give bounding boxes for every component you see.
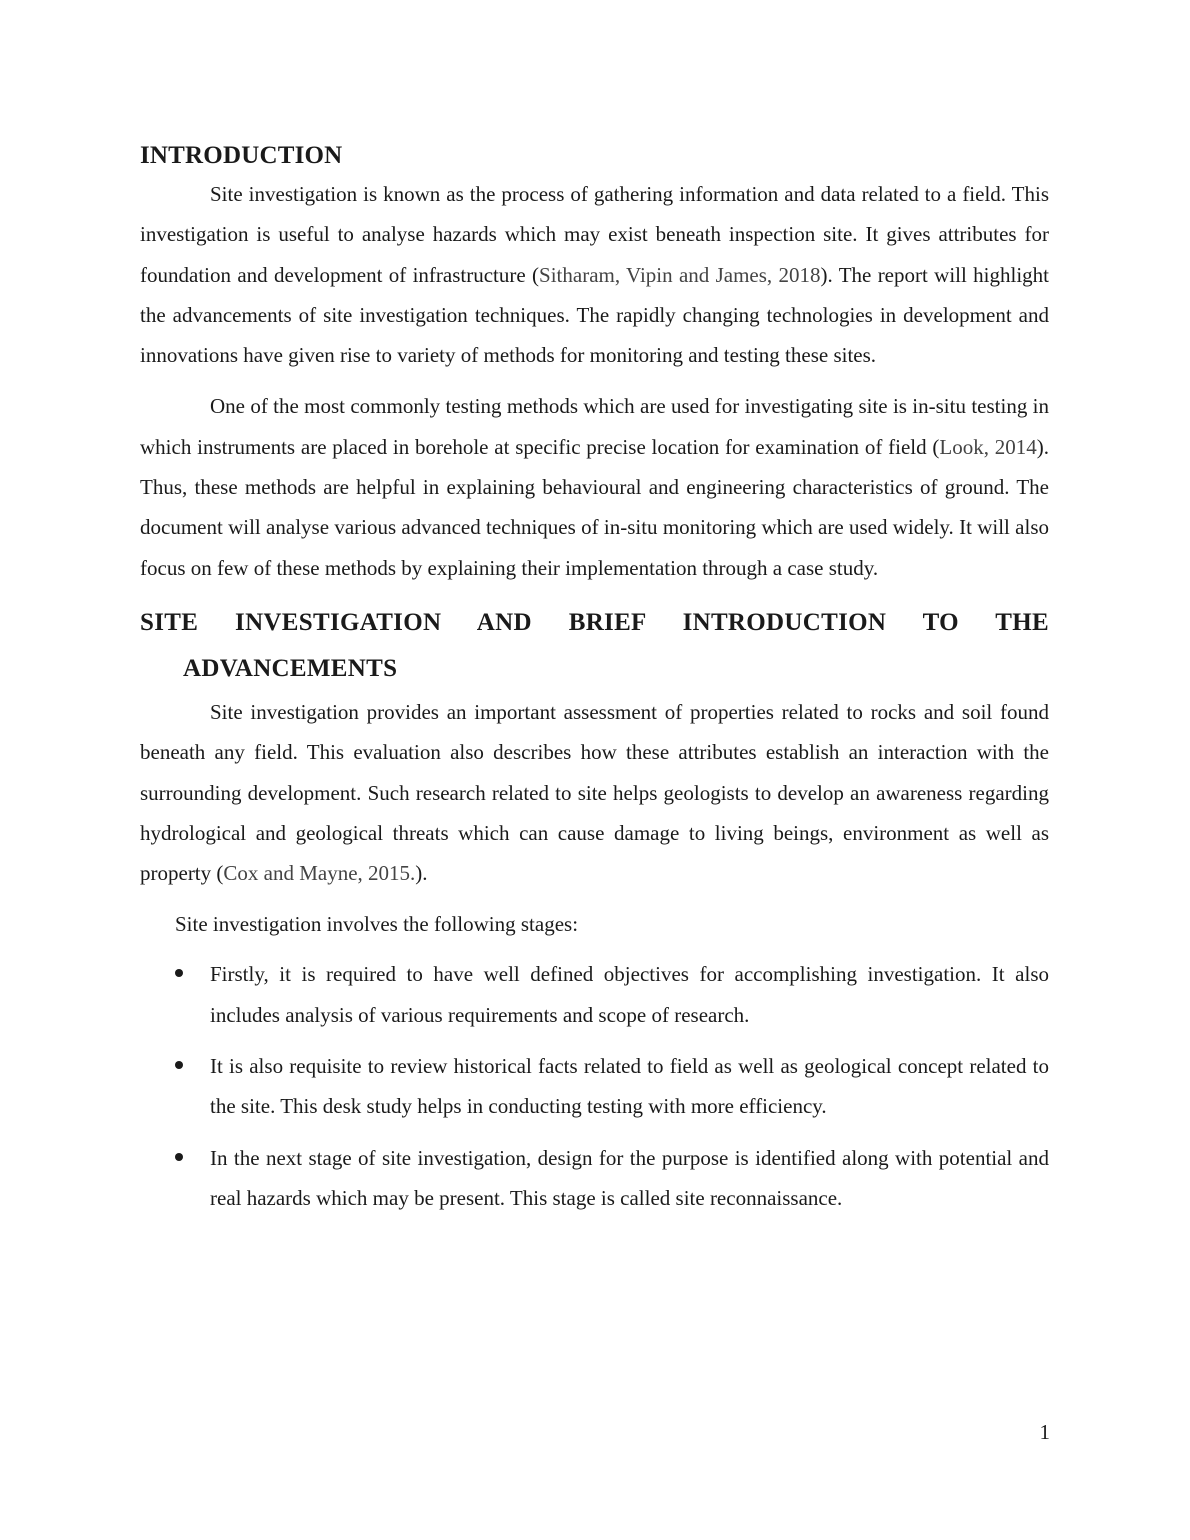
introduction-paragraph-1: [140, 174, 1049, 375]
paragraph-text: ).: [415, 861, 428, 886]
paragraph-text: Site investigation is known as the process of gathering information and data related to a field. This investigation is useful to analyse hazards which may exist beneath inspection site. It gives attributes for foundation and development of infrastructure (: [140, 182, 1049, 287]
stages-list: [140, 954, 1049, 1218]
page-content: [140, 138, 1049, 1218]
list-item-text: It is also requisite to review historical facts related to field as well as geological concept related to the site. This desk study helps in conducting testing with more efficiency.: [210, 1054, 1049, 1119]
paragraph-text: Site investigation provides an important assessment of properties related to rocks and soil found beneath any field. This evaluation also describes how these attributes establish an interaction with the surrounding development. Such research related to site helps geologists to develop an awareness regarding hydrological and geological threats which can cause damage to living beings, environment as well as property (: [140, 699, 1049, 886]
stages-intro: Site investigation involves the following stages:: [175, 912, 579, 937]
citation: Cox and Mayne, 2015.: [223, 861, 416, 886]
citation: Sitharam, Vipin and James, 2018: [539, 262, 821, 287]
introduction-paragraph-2: [140, 386, 1049, 587]
list-item-text: In the next stage of site investigation, design for the purpose is identified along with potential and real hazards which may be present. This stage is called site reconnaissance.: [210, 1145, 1049, 1210]
site-investigation-heading: SITE INVESTIGATION AND BRIEF INTRODUCTION TO THE ADVANCEMENTS: [140, 608, 1049, 682]
site-investigation-paragraph-1: [140, 692, 1049, 893]
list-item: [140, 954, 1049, 1035]
bullet-icon: [175, 1061, 183, 1069]
introduction-heading: INTRODUCTION: [140, 142, 343, 169]
list-item: [140, 1138, 1049, 1219]
paragraph-text: One of the most commonly testing methods which are used for investigating site is in-situ testing in which instruments are placed in borehole at specific precise location for examination of field (: [140, 394, 1049, 459]
paragraph-text: ). The report will highlight the advancements of site investigation techniques. The rapidly changing technologies in development and innovations have given rise to variety of methods for monitoring and testing these sites.: [140, 262, 1049, 368]
bullet-icon: [175, 969, 183, 977]
paragraph-text: ). Thus, these methods are helpful in explaining behavioural and engineering characteristics of ground. The document will analyse various advanced techniques of in-situ monitoring which are used widely. It will also focus on few of these methods by explaining their implementation through a case study.: [140, 434, 1050, 580]
page-number: 1: [1039, 1420, 1050, 1444]
list-item-text: Firstly, it is required to have well defined objectives for accomplishing investigation. It also includes analysis of various requirements and scope of research.: [210, 962, 1049, 1027]
list-item: [140, 1046, 1049, 1127]
citation: Look, 2014: [939, 434, 1037, 459]
bullet-icon: [175, 1153, 183, 1161]
